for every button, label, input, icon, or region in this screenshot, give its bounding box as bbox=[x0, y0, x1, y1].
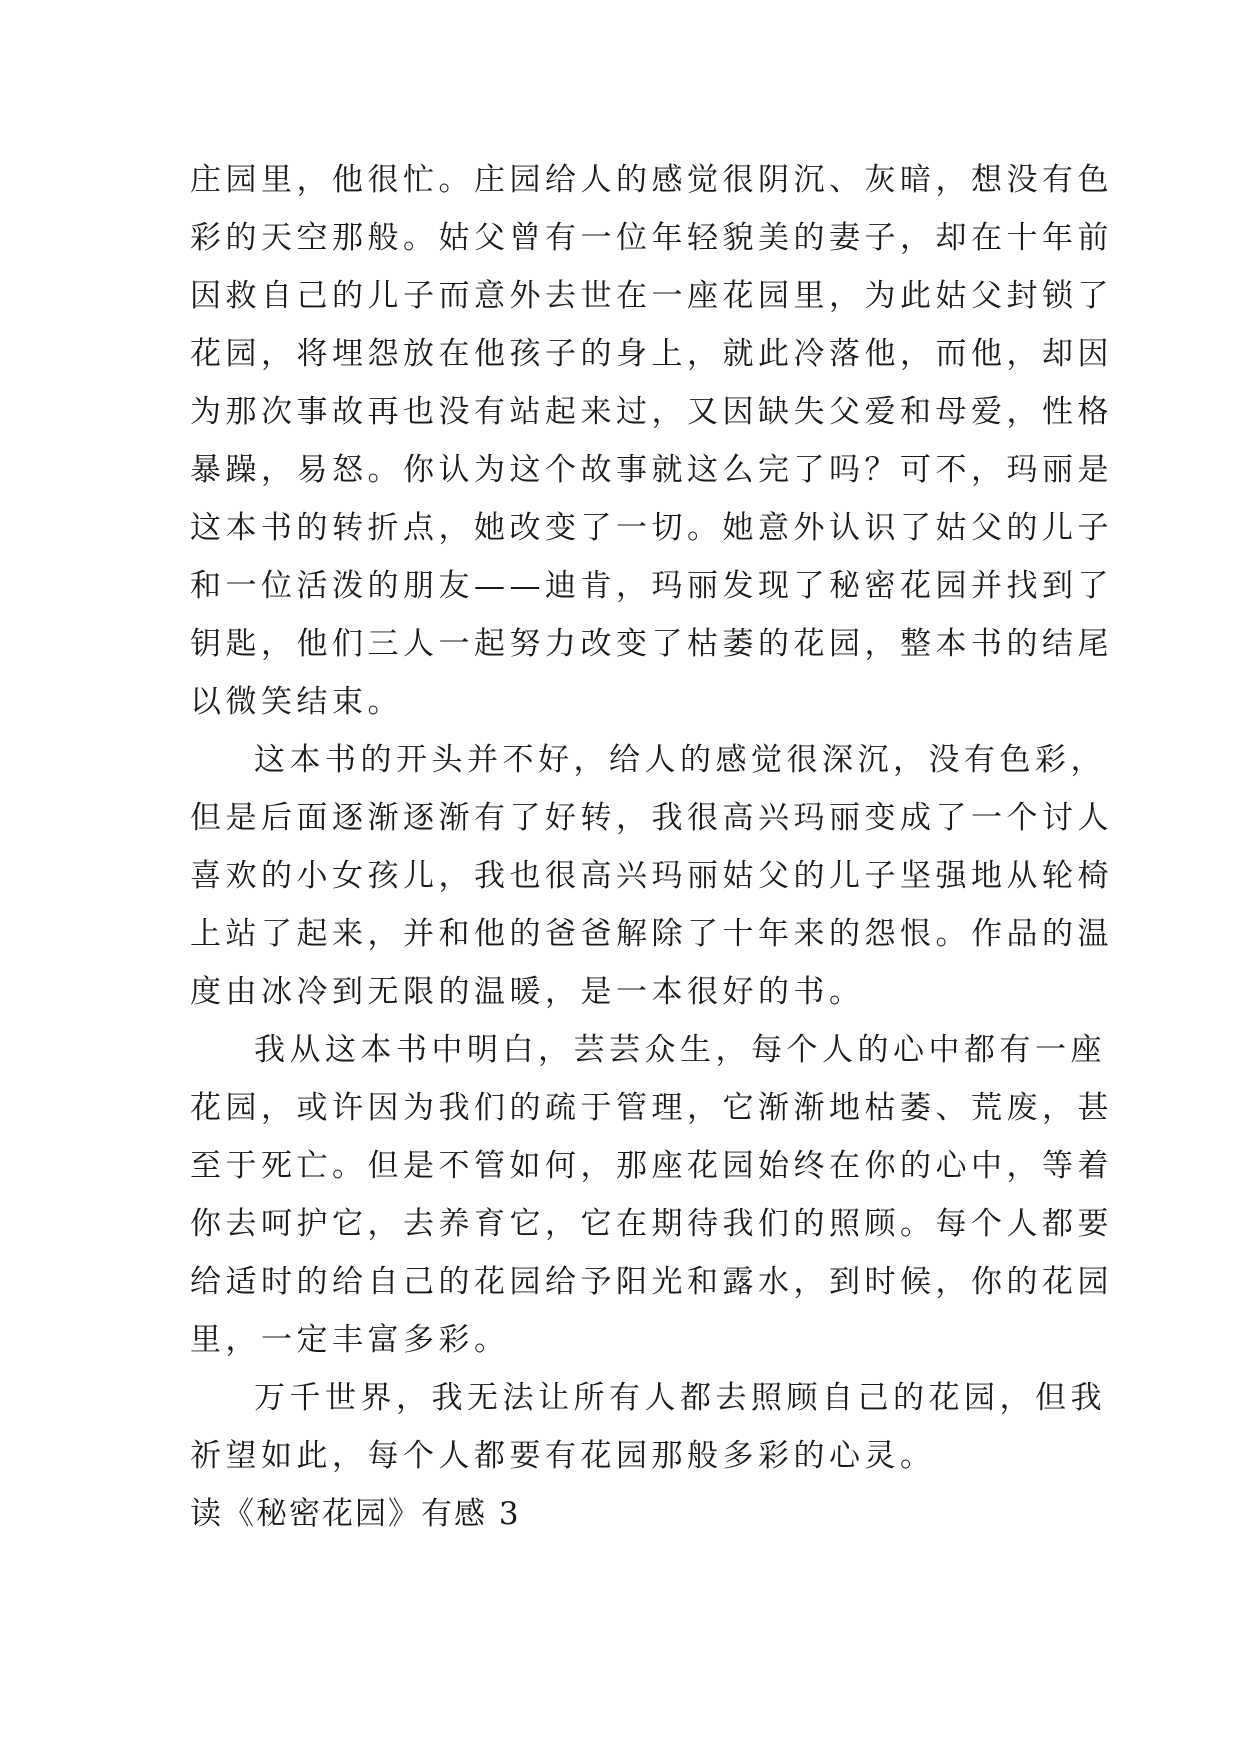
body-text-line: 彩的天空那般。姑父曾有一位年轻貌美的妻子，却在十年前 bbox=[190, 220, 1113, 256]
body-text-line: 里，一定丰富多彩。 bbox=[190, 1322, 510, 1358]
body-text-line: 祈望如此，每个人都要有花园那般多彩的心灵。 bbox=[190, 1438, 936, 1474]
paragraph-first-line: 我从这本书中明白，芸芸众生，每个人的心中都有一座 bbox=[254, 1032, 1106, 1068]
body-text-line: 庄园里，他很忙。庄园给人的感觉很阴沉、灰暗，想没有色 bbox=[190, 162, 1113, 198]
body-text-line: 因救自己的儿子而意外去世在一座花园里，为此姑父封锁了 bbox=[190, 278, 1113, 314]
body-text-line: 暴躁，易怒。你认为这个故事就这么完了吗？可不，玛丽是 bbox=[190, 452, 1113, 488]
body-text-line: 花园，将埋怨放在他孩子的身上，就此冷落他，而他，却因 bbox=[190, 336, 1113, 372]
body-text-line: 钥匙，他们三人一起努力改变了枯萎的花园，整本书的结尾 bbox=[190, 626, 1113, 662]
body-text-line: 给适时的给自己的花园给予阳光和露水，到时候，你的花园 bbox=[190, 1264, 1113, 1300]
paragraph-first-line: 这本书的开头并不好，给人的感觉很深沉，没有色彩， bbox=[254, 742, 1106, 778]
body-text-line: 喜欢的小女孩儿，我也很高兴玛丽姑父的儿子坚强地从轮椅 bbox=[190, 858, 1113, 894]
body-text-line: 你去呵护它，去养育它，它在期待我们的照顾。每个人都要 bbox=[190, 1206, 1113, 1242]
body-text-line: 和一位活泼的朋友——迪肯，玛丽发现了秘密花园并找到了 bbox=[190, 568, 1113, 604]
section-heading: 读《秘密花园》有感 3 bbox=[190, 1496, 521, 1532]
body-text-line: 但是后面逐渐逐渐有了好转，我很高兴玛丽变成了一个讨人 bbox=[190, 800, 1113, 836]
body-text-line: 至于死亡。但是不管如何，那座花园始终在你的心中，等着 bbox=[190, 1148, 1113, 1184]
body-text-line: 这本书的转折点，她改变了一切。她意外认识了姑父的儿子 bbox=[190, 510, 1113, 546]
paragraph-first-line: 万千世界，我无法让所有人都去照顾自己的花园，但我 bbox=[254, 1380, 1106, 1416]
body-text-line: 花园，或许因为我们的疏于管理，它渐渐地枯萎、荒废，甚 bbox=[190, 1090, 1113, 1126]
body-text-line: 度由冰冷到无限的温暖，是一本很好的书。 bbox=[190, 974, 865, 1010]
body-text-line: 上站了起来，并和他的爸爸解除了十年来的怨恨。作品的温 bbox=[190, 916, 1113, 952]
body-text-line: 为那次事故再也没有站起来过，又因缺失父爱和母爱，性格 bbox=[190, 394, 1113, 430]
body-text-line: 以微笑结束。 bbox=[190, 684, 403, 720]
